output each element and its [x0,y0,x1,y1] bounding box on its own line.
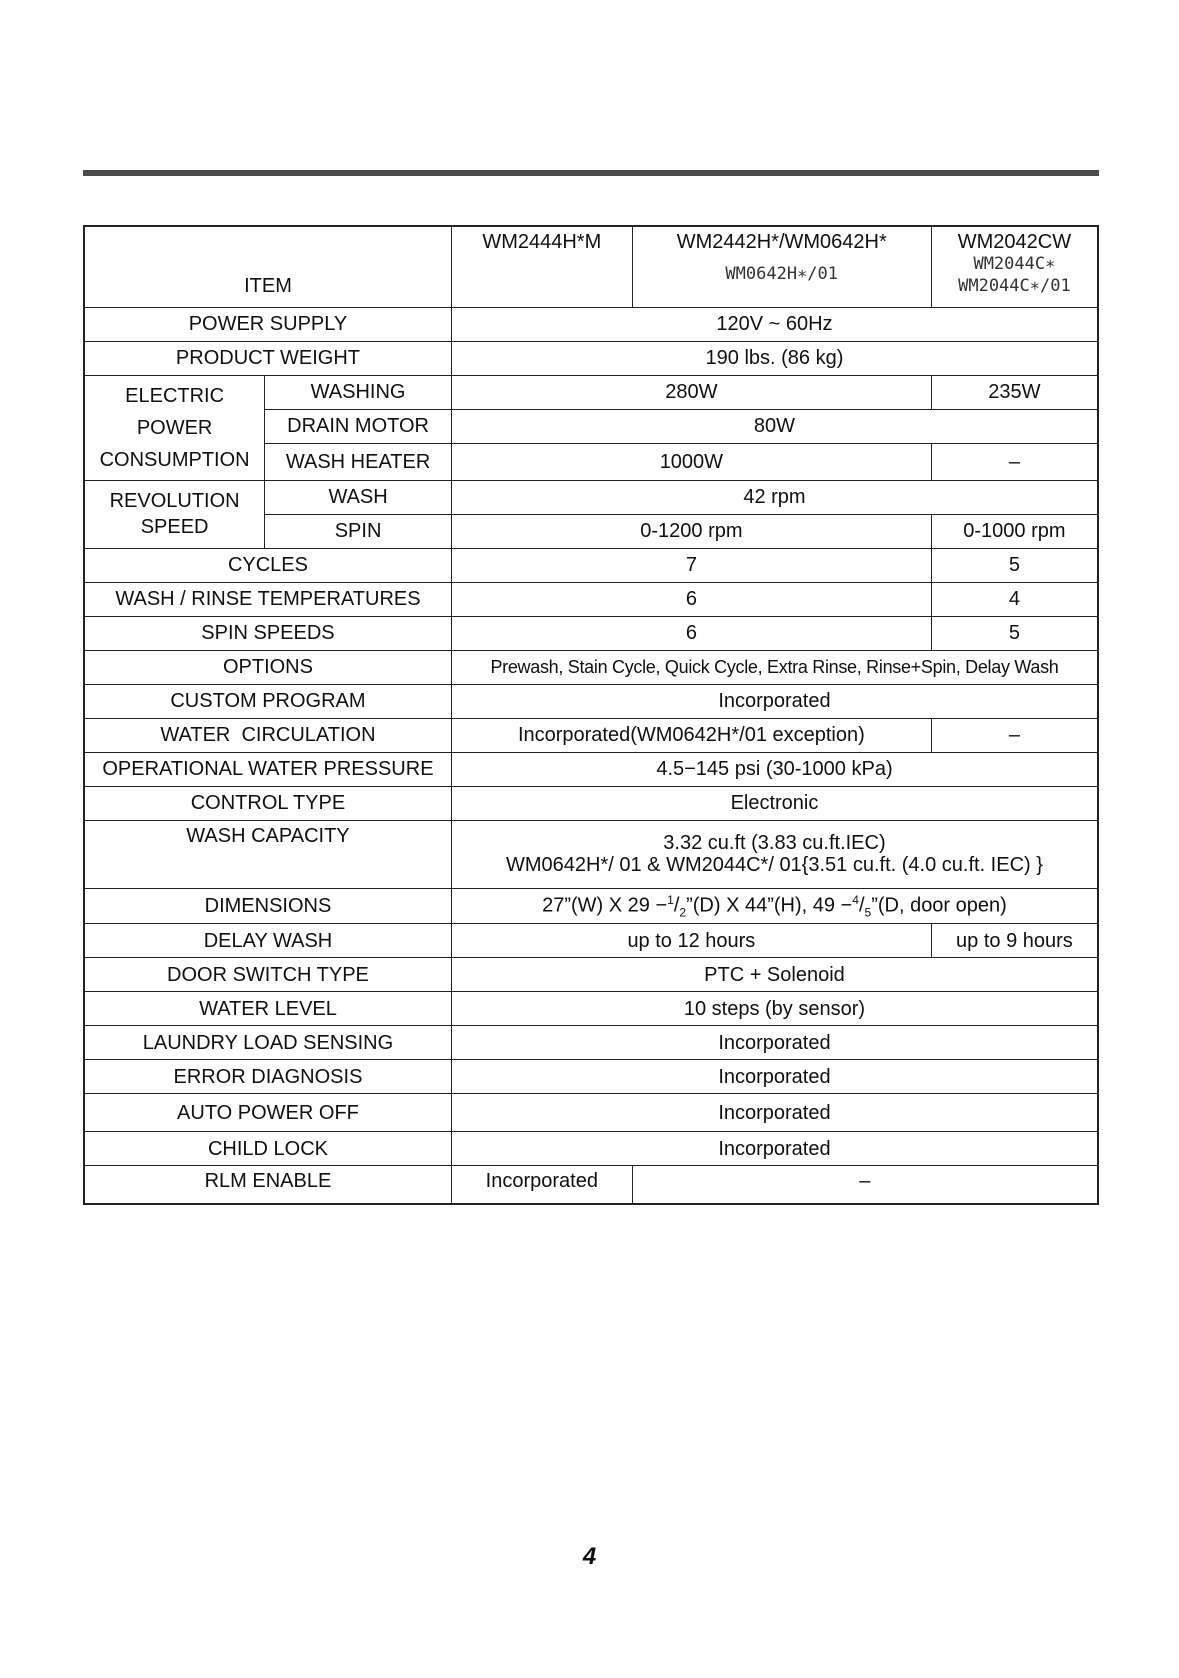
label-water-pressure: OPERATIONAL WATER PRESSURE [84,752,451,786]
header-model-3 [931,226,1098,307]
page-number: 4 [582,1543,597,1570]
value-drain-motor: 80W [451,409,1098,443]
label-wash-heater: WASH HEATER [265,443,452,480]
row-electric-washing [84,375,1098,409]
row-power-supply [84,307,1098,341]
row-revolution-wash [84,480,1098,514]
value-temperatures-b: 4 [931,582,1098,616]
top-rule [83,170,1099,176]
label-power-supply: POWER SUPPLY [84,307,451,341]
row-water-level [84,992,1098,1026]
header-row [84,226,1098,307]
dimensions-part2: ”(D) X 44”(H), 49 − [686,894,853,917]
value-cycles-b: 5 [931,548,1098,582]
model-wm2442h: WM2442H*/WM0642H* [676,231,887,253]
value-washing-b: 235W [931,375,1098,409]
label-washing: WASHING [265,375,452,409]
label-electric: ELECTRIC [125,384,225,407]
value-child-lock: Incorporated [451,1132,1098,1166]
dimensions-part3: ”(D, door open) [871,894,1007,917]
label-custom-program: CUSTOM PROGRAM [84,684,451,718]
label-product-weight: PRODUCT WEIGHT [84,341,451,375]
value-auto-power-off: Incorporated [451,1094,1098,1132]
value-spin-speeds-a: 6 [451,616,931,650]
label-door-switch: DOOR SWITCH TYPE [84,958,451,992]
model-wm2444hm: WM2444H*M [482,231,602,253]
row-product-weight [84,341,1098,375]
label-wash: WASH [265,480,452,514]
label-load-sensing: LAUNDRY LOAD SENSING [84,1026,451,1060]
label-cycles: CYCLES [84,548,451,582]
value-spin-speeds-b: 5 [931,616,1098,650]
value-load-sensing: Incorporated [451,1026,1098,1060]
value-washing-a: 280W [451,375,931,409]
value-control-type: Electronic [451,786,1098,820]
label-drain-motor: DRAIN MOTOR [265,409,452,443]
value-spin-b: 0-1000 rpm [931,514,1098,548]
header-model-2 [632,226,931,307]
row-wash-capacity [84,820,1098,888]
dimensions-part1: 27”(W) X 29 − [542,894,668,917]
row-delay-wash [84,924,1098,958]
row-temperatures [84,582,1098,616]
value-spin-a: 0-1200 rpm [451,514,931,548]
value-power-supply: 120V ~ 60Hz [451,307,1098,341]
value-custom-program: Incorporated [451,684,1098,718]
value-water-circulation-a: Incorporated(WM0642H*/01 exception) [451,718,931,752]
row-load-sensing [84,1026,1098,1060]
value-product-weight: 190 lbs. (86 kg) [451,341,1098,375]
dimensions-sub2: 5 [864,905,872,920]
label-spin: SPIN [265,514,452,548]
value-options: Prewash, Stain Cycle, Quick Cycle, Extra Rinse, Rinse+Spin, Delay Wash [451,650,1098,684]
value-water-pressure: 4.5−145 psi (30-1000 kPa) [451,752,1098,786]
row-options [84,650,1098,684]
wash-capacity-line2: WM0642H*/ 01 & WM2044C*/ 01{3.51 cu.ft. (4.0 cu.ft. IEC) } [506,854,1043,876]
label-wash-capacity: WASH CAPACITY [84,820,451,888]
label-error-diagnosis: ERROR DIAGNOSIS [84,1060,451,1094]
value-error-diagnosis: Incorporated [451,1060,1098,1094]
row-dimensions [84,888,1098,924]
model-wm0642h01: WM0642H∗/01 [725,264,839,284]
dimensions-sub1: 2 [679,905,687,920]
label-revolution-speed [84,480,265,548]
row-rlm-enable [84,1166,1098,1205]
value-wash-heater-a: 1000W [451,443,931,480]
value-wash: 42 rpm [451,480,1098,514]
row-auto-power-off [84,1094,1098,1132]
row-child-lock [84,1132,1098,1166]
label-child-lock: CHILD LOCK [84,1132,451,1166]
row-water-pressure [84,752,1098,786]
label-revolution: REVOLUTION [109,490,240,512]
row-control-type [84,786,1098,820]
label-speed: SPEED [140,516,209,538]
header-item: ITEM [84,226,451,307]
value-delay-wash-b: up to 9 hours [931,924,1098,958]
value-dimensions [451,888,1098,924]
label-temperatures: WASH / RINSE TEMPERATURES [84,582,451,616]
label-auto-power-off: AUTO POWER OFF [84,1094,451,1132]
wash-capacity-line1: 3.32 cu.ft (3.83 cu.ft.IEC) [663,832,886,854]
row-custom-program [84,684,1098,718]
header-model-1 [451,226,632,307]
value-temperatures-a: 6 [451,582,931,616]
label-control-type: CONTROL TYPE [84,786,451,820]
value-rlm-enable-b: – [632,1166,1098,1205]
value-wash-capacity [451,820,1098,888]
label-consumption: CONSUMPTION [99,448,250,471]
model-wm2044c01: WM2044C∗/01 [958,276,1071,296]
row-cycles [84,548,1098,582]
label-power: POWER [136,416,213,439]
row-water-circulation [84,718,1098,752]
label-dimensions: DIMENSIONS [84,888,451,924]
label-delay-wash: DELAY WASH [84,924,451,958]
value-cycles-a: 7 [451,548,931,582]
value-door-switch: PTC + Solenoid [451,958,1098,992]
spec-table [83,225,1099,1205]
label-rlm-enable: RLM ENABLE [84,1166,451,1205]
value-wash-heater-b: – [931,443,1098,480]
value-water-level: 10 steps (by sensor) [451,992,1098,1026]
value-water-circulation-b: – [931,718,1098,752]
label-water-circulation: WATER CIRCULATION [84,718,451,752]
row-door-switch [84,958,1098,992]
label-electric-power-consumption [84,375,265,480]
row-error-diagnosis [84,1060,1098,1094]
dimensions-slash1: / [673,894,680,917]
label-spin-speeds: SPIN SPEEDS [84,616,451,650]
model-wm2044c: WM2044C∗ [973,254,1056,274]
label-options: OPTIONS [84,650,451,684]
model-wm2042cw: WM2042CW [957,231,1072,253]
dimensions-slash2: / [858,894,865,917]
value-rlm-enable-a: Incorporated [451,1166,632,1205]
label-water-level: WATER LEVEL [84,992,451,1026]
row-spin-speeds [84,616,1098,650]
value-delay-wash-a: up to 12 hours [451,924,931,958]
dimensions-sup2: 4 [852,892,859,907]
dimensions-sup1: 1 [667,892,674,907]
